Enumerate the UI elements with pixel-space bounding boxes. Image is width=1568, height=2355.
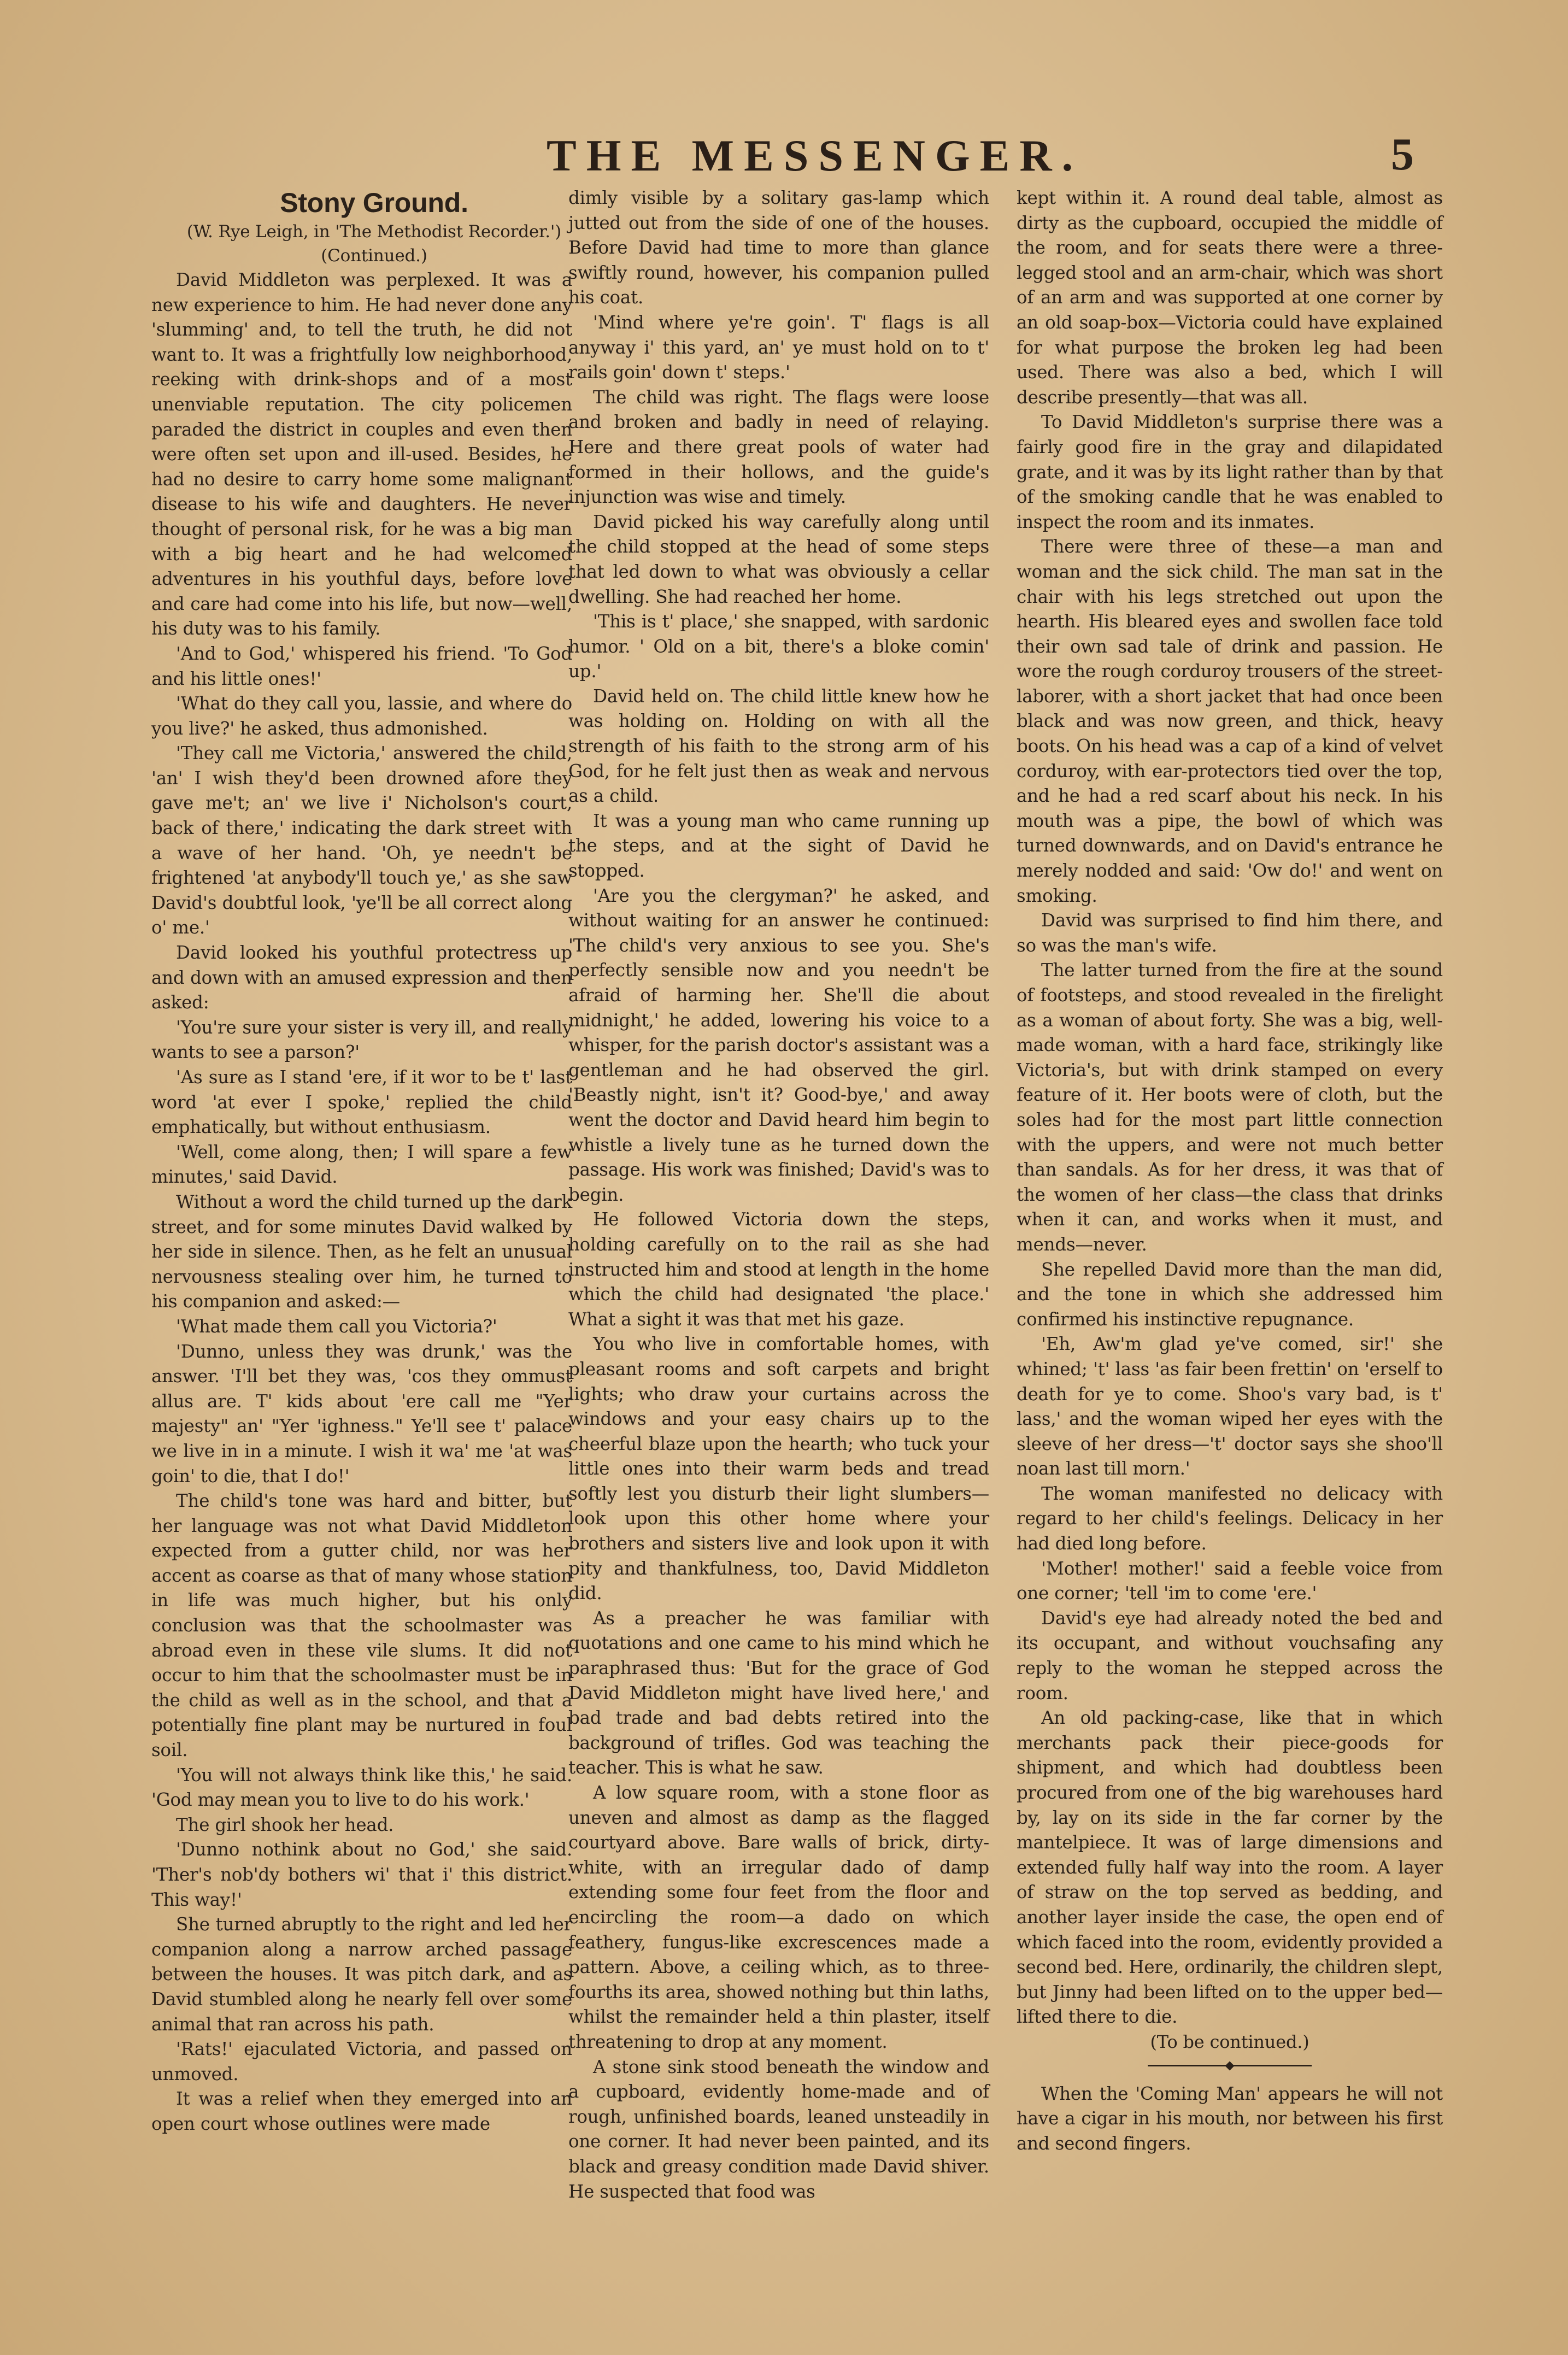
paragraph: 'Dunno nothink about no God,' she said. 'Ther's nob'dy bothers wi' that i' this district. This way!' <box>151 1839 572 1910</box>
paragraph: David's eye had already noted the bed and its occupant, and without vouchsafing any reply to the woman he stepped across the room. <box>1017 1607 1443 1704</box>
masthead <box>0 126 1568 186</box>
paragraph: David picked his way carefully along until the child stopped at the head of some steps that led down to what was obviously a cellar dwelling. She had reached her home. <box>568 511 989 607</box>
filler-paragraph: When the 'Coming Man' appears he will not have a cigar in his mouth, nor between his first and second fingers. <box>1017 2083 1443 2154</box>
paragraph: The woman manifested no delicacy with regard to her child's feelings. Delicacy in her had died long before. <box>1017 1483 1443 1554</box>
paragraph: She turned abruptly to the right and led her companion along a narrow arched passage between the houses. It was pitch dark, and as David stumbled along he nearly fell over some animal that ran across his path. <box>151 1914 572 2035</box>
article-byline: (W. Rye Leigh, in 'The Methodist Recorder.') <box>186 222 562 242</box>
paragraph: She repelled David more than the man did, and the tone in which she addressed him confirmed his instinctive repugnance. <box>1017 1259 1443 1330</box>
paragraph: 'Eh, Aw'm glad ye've comed, sir!' she whined; 't' lass 'as fair been frettin' on 'erself to death for ye to come. Shoo's vary bad, is t' lass,' and the woman wiped her eyes with the sleeve of her dress—'t' doctor says she shoo'll noan last till morn.' <box>1017 1334 1443 1479</box>
paragraph: kept within it. A round deal table, almost as dirty as the cupboard, occupied the middle of the room, and for seats there were a three-legged stool and an arm-chair, which was short of an arm and was supported at one corner by an old soap-box—Victoria could have explained for what purpose the broken leg had been used. There was also a bed, which I will describe presently—that was all. <box>1017 187 1443 408</box>
paragraph: The girl shook her head. <box>176 1814 394 1835</box>
paragraph: A stone sink stood beneath the window and a cupboard, evidently home-made and of rough, unfinished boards, leaned unsteadily in one corner. It had never been painted, and its black and greasy condition made David shiver. He suspected that food was <box>568 2056 989 2202</box>
paragraph: dimly visible by a solitary gas-lamp which jutted out from the side of one of the houses. Before David had time to more than glance swiftly round, however, his companion pulled his coat. <box>568 187 989 308</box>
paragraph: 'They call me Victoria,' answered the child, 'an' I wish they'd been drowned afore they gave me't; an' we live i' Nicholson's court, back of there,' indicating the dark street with a wave of her hand. 'Oh, ye needn't be frightened 'at anybody'll touch ye,' as she saw David's doubtful look, 'ye'll be all correct along o' me.' <box>151 743 572 938</box>
paragraph: 'You will not always think like this,' he said. 'God may mean you to live to do his work.' <box>151 1764 572 1811</box>
paragraph: 'Dunno, unless they was drunk,' was the answer. 'I'll bet they was, 'cos they ommust allus are. T' kids about 'ere call me "Yer majesty" an' "Yer 'ighness." Ye'll see t' palace we live in in a minute. I wish it wa' me 'at was goin' to die, that I do!' <box>151 1341 572 1487</box>
paragraph: 'Are you the clergyman?' he asked, and without waiting for an answer he continued: 'The child's very anxious to see you. She's perfectly sensible now and you needn't be afraid of harming her. She'll die about midnight,' he added, lowering his voice to a whisper, for the parish doctor's assistant was a gentleman and he had observed the girl. 'Beastly night, isn't it? Good-bye,' and away went the doctor and David heard him begin to whistle a lively tune as he turned down the passage. His work was finished; David's was to begin. <box>568 885 989 1205</box>
paragraph: 'What made them call you Victoria?' <box>176 1315 497 1337</box>
column-3 <box>1017 186 1443 2156</box>
paragraph: He followed Victoria down the steps, holding carefully on to the rail as she had instructed him and stood at length in the home which the child had designated 'the place.' What a sight it was that met his gaze. <box>568 1209 989 1330</box>
paragraph: 'Mother! mother!' said a feeble voice from one corner; 'tell 'im to come 'ere.' <box>1017 1558 1443 1604</box>
paragraph: 'What do they call you, lassie, and where do you live?' he asked, thus admonished. <box>151 693 572 739</box>
column-1 <box>151 186 572 2137</box>
paragraph: David was surprised to find him there, and so was the man's wife. <box>1017 910 1443 956</box>
article-title: Stony Ground. <box>280 187 468 218</box>
paragraph: 'Mind where ye're goin'. T' flags is all anyway i' this yard, an' ye must hold on to t' rails goin' down t' steps.' <box>568 312 989 383</box>
paragraph: A low square room, with a stone floor as uneven and almost as damp as the flagged courtyard above. Bare walls of brick, dirty-white, with an irregular dado of damp extending some four feet from the floor and encircling the room—a dado on which feathery, fungus-like excrescences made a pattern. Above, a ceiling which, as to three-fourths its area, showed nothing but thin laths, whilst the remainder held a thin plaster, itself threatening to drop at any moment. <box>568 1782 989 2052</box>
paragraph: 'This is t' place,' she snapped, with sardonic humor. ' Old on a bit, there's a bloke comin' up.' <box>568 611 989 682</box>
page-number: 5 <box>1391 129 1414 180</box>
to-be-continued: (To be continued.) <box>1150 2031 1309 2052</box>
paragraph: The latter turned from the fire at the sound of footsteps, and stood revealed in the firelight as a woman of about forty. She was a big, well-made woman, with a hard face, strikingly like Victoria's, but with drink stamped on every feature of it. Her boots were of cloth, but the soles had for the most part little connection with the uppers, and were not much better than sandals. As for her dress, it was that of the women of her class—the class that drinks when it can, and works when it must, and mends—never. <box>1017 960 1443 1255</box>
paragraph: David Middleton was perplexed. It was a new experience to him. He had never done any 'slumming' and, to tell the truth, he did not want to. It was a frightfully low neighborhood, reeking with drink-shops and of a most unenviable reputation. The city policemen paraded the district in couples and even then were often set upon and ill-used. Besides, he had no desire to carry home some malignant disease to his wife and daughters. He never thought of personal risk, for he was a big man with a big heart and he had welcomed adventures in his youthful days, before love and care had come into his life, but now—well, his duty was to his family. <box>151 269 572 639</box>
ornamental-rule <box>1148 2065 1312 2077</box>
paragraph: To David Middleton's surprise there was a fairly good fire in the gray and dilapidated grate, and it was by its light rather than by that of the smoking candle that he was enabled to inspect the room and its inmates. <box>1017 412 1443 532</box>
paragraph: 'Rats!' ejaculated Victoria, and passed on unmoved. <box>151 2039 572 2084</box>
paragraph: The child's tone was hard and bitter, but her language was not what David Middleton expected from a gutter child, nor was her accent as coarse as that of many whose station in life was much higher, but his only conclusion was that the schoolmaster was abroad even in these vile slums. It did not occur to him that the schoolmaster must be in the child as well as in the school, and that a potentially fine plant may be nurtured in foul soil. <box>151 1490 572 1761</box>
paragraph: There were three of these—a man and woman and the sick child. The man sat in the chair with his legs stretched out upon the hearth. His bleared eyes and swollen face told their own sad tale of drink and passion. He wore the rough corduroy trousers of the street-laborer, with a short jacket that had once been black and was now green, and thick, heavy boots. On his head was a cap of a kind of velvet corduroy, with ear-protectors tied over the top, and he had a red scarf about his neck. In his mouth was a pipe, the bowl of which was turned downwards, and on David's entrance he merely nodded and said: 'Ow do!' and went on smoking. <box>1017 536 1443 906</box>
publication-title: THE MESSENGER. <box>547 131 1083 180</box>
continued-note: (Continued.) <box>321 246 427 266</box>
paragraph: 'Well, come along, then; I will spare a few minutes,' said David. <box>151 1141 572 1188</box>
paragraph: It was a young man who came running up the steps, and at the sight of David he stopped. <box>568 810 989 882</box>
paragraph: The child was right. The flags were loose and broken and badly in need of relaying. Here and there great pools of water had formed in their hollows, and the guide's injunction was wise and timely. <box>568 386 989 508</box>
paragraph: You who live in comfortable homes, with pleasant rooms and soft carpets and bright lights; who draw your curtains across the windows and your easy chairs up to the cheerful blaze upon the hearth; who tuck your little ones into their warm beds and tread softly lest you disturb their light slumbers—look upon this other home where your brothers and sisters live and look upon it with pity and thankfulness, too, David Middleton did. <box>568 1334 989 1604</box>
paragraph: 'You're sure your sister is very ill, and really wants to see a parson?' <box>151 1017 572 1063</box>
paragraph: An old packing-case, like that in which merchants pack their piece-goods for shipment, and which had doubtless been procured from one of the big warehouses hard by, lay on its side in the far corner by the mantelpiece. It was of large dimensions and extended fully half way into the room. A layer of straw on the top served as bedding, and another layer inside the case, the open end of which faced into the room, evidently provided a second bed. Here, ordinarily, the children slept, but Jinny had been lifted on to the upper bed—lifted there to die. <box>1017 1707 1443 2028</box>
paragraph: 'And to God,' whispered his friend. 'To God and his little ones!' <box>151 643 572 689</box>
paragraph: Without a word the child turned up the dark street, and for some minutes David walked by her side in silence. Then, as he felt an unusual nervousness stealing over him, he turned to his companion and asked:— <box>151 1191 572 1312</box>
column-2 <box>568 186 989 2204</box>
paragraph: David held on. The child little knew how he was holding on. Holding on with all the strength of his faith to the strong arm of his God, for he felt just then as weak and nervous as a child. <box>568 685 989 807</box>
paragraph: As a preacher he was familiar with quotations and one came to his mind which he paraphrased thus: 'But for the grace of God David Middleton might have lived here,' and bad trade and bad debts retired into the background of trifles. God was teaching the teacher. This is what he saw. <box>568 1607 989 1778</box>
paragraph: It was a relief when they emerged into an open court whose outlines were made <box>151 2088 572 2134</box>
paragraph: 'As sure as I stand 'ere, if it wor to be t' last word 'at ever I spoke,' replied the child emphatically, but without enthusiasm. <box>151 1067 572 1138</box>
paragraph: David looked his youthful protectress up and down with an amused expression and then asked: <box>151 942 572 1013</box>
